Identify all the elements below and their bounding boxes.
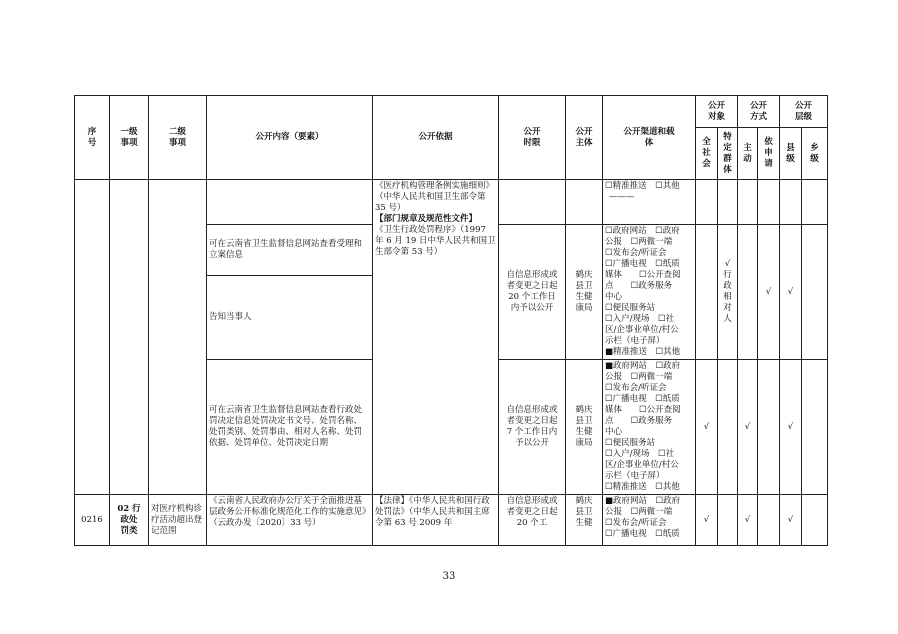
channel-b-line: ☐政府网站 ☐政府 bbox=[605, 226, 680, 236]
cell-level-town-d bbox=[802, 360, 828, 495]
cell-target-all-e: √ bbox=[696, 495, 718, 546]
cell-time-e: 自信息形成或者变更之日起 20 个工 bbox=[499, 495, 566, 546]
cell-level-county-e: √ bbox=[780, 495, 802, 546]
cell-method-active-e: √ bbox=[738, 495, 758, 546]
cell-method-active-b bbox=[738, 225, 758, 360]
header-level-group: 公开层级 bbox=[780, 96, 828, 128]
channel-b-line: ☐发布会/听证会 bbox=[605, 248, 667, 258]
cell-channel-b bbox=[603, 225, 696, 360]
cell-target-specific-b: √行政相对人 bbox=[718, 225, 738, 360]
channel-a-line: ☐精准推送 ☐其他 bbox=[605, 181, 680, 191]
cell-time-a bbox=[499, 180, 566, 225]
channel-b-line: 媒体 ☐公开查阅 bbox=[605, 270, 681, 280]
cell-method-active-a bbox=[738, 180, 758, 225]
channel-d-line: ☐入户/现场 ☐社 bbox=[605, 449, 675, 459]
cell-target-specific-a bbox=[718, 180, 738, 225]
channel-d-line: ☐精准推送 ☐其他 bbox=[605, 482, 680, 492]
header-target-group: 公开对象 bbox=[696, 96, 738, 128]
channel-e-line: ☐发布会/听证会 bbox=[605, 518, 667, 528]
channel-d-line: ☐广播电视 ☐纸质 bbox=[605, 394, 680, 404]
header-level-county: 县级 bbox=[780, 128, 802, 180]
cell-level-county-b: √ bbox=[780, 225, 802, 360]
channel-d-line: ☐发布会/听证会 bbox=[605, 383, 667, 393]
cell-channel-a bbox=[603, 180, 696, 225]
channel-b-line: 点 ☐政务服务 bbox=[605, 281, 673, 291]
cell-subject-b: 鹤庆县卫生健康局 bbox=[566, 225, 603, 360]
cell-level-town-a bbox=[802, 180, 828, 225]
header-content: 公开内容（要素） bbox=[207, 96, 373, 180]
cell-level1-e: 02 行政处罚类 bbox=[110, 495, 149, 546]
cell-method-request-e bbox=[758, 495, 780, 546]
header-level1: 一级事项 bbox=[110, 96, 149, 180]
cell-content-e: 《云南省人民政府办公厅关于全面推进基层政务公开标准化规范化工作的实施意见》（云政办发〔2020〕33 号） bbox=[207, 495, 373, 546]
cell-level-county-a bbox=[780, 180, 802, 225]
cell-seq-continued bbox=[75, 180, 110, 495]
channel-d-line: 区/企事业单位/村公 bbox=[605, 460, 679, 470]
channel-d-line: 媒体 ☐公开查阅 bbox=[605, 405, 681, 415]
cell-target-specific-e bbox=[718, 495, 738, 546]
cell-method-request-a bbox=[758, 180, 780, 225]
channel-b-line: 公报 ☐两微一端 bbox=[605, 237, 673, 247]
channel-b-line: ☐广播电视 ☐纸质 bbox=[605, 259, 680, 269]
channel-a-dash: ——— bbox=[609, 192, 635, 202]
cell-level-town-e bbox=[802, 495, 828, 546]
header-basis: 公开依据 bbox=[373, 96, 499, 180]
header-subject: 公开主体 bbox=[566, 96, 603, 180]
disclosure-table bbox=[74, 95, 828, 546]
cell-method-request-b: √ bbox=[758, 225, 780, 360]
header-channel: 公开渠道和载体 bbox=[603, 96, 696, 180]
cell-channel-e bbox=[603, 495, 696, 546]
basis-line-2: 【部门规章及规范性文件】 bbox=[375, 214, 478, 224]
cell-level1-continued bbox=[110, 180, 149, 495]
cell-target-specific-d bbox=[718, 360, 738, 495]
cell-time-b: 自信息形成或者变更之日起 20 个工作日内予以公开 bbox=[499, 225, 566, 360]
channel-d-line: 中心 bbox=[605, 427, 623, 437]
basis-line-1: 《医疗机构管理条例实施细则》（中华人民共和国卫生部令第 35 号） bbox=[375, 181, 495, 213]
channel-d-line: 公报 ☐两微一端 bbox=[605, 372, 673, 382]
cell-content-b: 可在云南省卫生监督信息网站查看受理和立案信息 bbox=[207, 225, 373, 276]
cell-content-a bbox=[207, 180, 373, 225]
channel-d-line: 示栏（电子屏） bbox=[605, 471, 665, 481]
header-level-town: 乡级 bbox=[802, 128, 828, 180]
basis-line-3: 《卫生行政处罚程序》（1997 年 6 月 19 日中华人民共和国卫生部令第 53 号） bbox=[375, 225, 496, 257]
cell-method-active-d: √ bbox=[738, 360, 758, 495]
cell-level-county-d: √ bbox=[780, 360, 802, 495]
channel-b-line: 中心 bbox=[605, 292, 623, 302]
channel-b-line: 示栏（电子屏） bbox=[605, 336, 665, 346]
header-target-all: 全社会 bbox=[696, 128, 718, 180]
cell-channel-d bbox=[603, 360, 696, 495]
channel-e-line: ■政府网站 ☐政府 bbox=[605, 496, 681, 506]
channel-b-line: 区/企事业单位/村公 bbox=[605, 325, 679, 335]
channel-b-line: ☐入户/现场 ☐社 bbox=[605, 314, 675, 324]
cell-basis-e: 【法律】《中华人民共和国行政处罚法》（中华人民共和国主席令第 63 号 2009 年 bbox=[373, 495, 499, 546]
cell-level2-continued bbox=[149, 180, 207, 495]
cell-subject-d: 鹤庆县卫生健康局 bbox=[566, 360, 603, 495]
cell-subject-e: 鹤庆县卫生健 bbox=[566, 495, 603, 546]
header-time-limit: 公开时限 bbox=[499, 96, 566, 180]
cell-level2-e: 对医疗机构诊疗活动超出登记范围 bbox=[149, 495, 207, 546]
header-method-active: 主动 bbox=[738, 128, 758, 180]
cell-content-d: 可在云南省卫生监督信息网站查看行政处罚决定信息处罚决定书文号、处罚名称、处罚类别、处罚事由、相对人名称、处罚依据、处罚单位、处罚决定日期 bbox=[207, 360, 373, 495]
channel-b-line: ■精准推送 ☐其他 bbox=[605, 347, 681, 357]
header-method-group: 公开方式 bbox=[738, 96, 780, 128]
cell-subject-a bbox=[566, 180, 603, 225]
header-method-request: 依申请 bbox=[758, 128, 780, 180]
cell-content-c: 告知当事人 bbox=[207, 275, 373, 359]
channel-e-line: ☐广播电视 ☐纸质 bbox=[605, 529, 680, 539]
header-target-specific: 特定群体 bbox=[718, 128, 738, 180]
cell-time-d: 自信息形成或者变更之日起 7 个工作日内予以公开 bbox=[499, 360, 566, 495]
cell-basis-block bbox=[373, 180, 499, 495]
channel-e-line: 公报 ☐两微一端 bbox=[605, 507, 673, 517]
cell-seq-e: 0216 bbox=[75, 495, 110, 546]
page-number: 33 bbox=[442, 571, 456, 582]
header-seq: 序号 bbox=[75, 96, 110, 180]
channel-b-line: ☐便民服务站 bbox=[605, 303, 656, 313]
header-level2: 二级事项 bbox=[149, 96, 207, 180]
cell-target-all-d: √ bbox=[696, 360, 718, 495]
channel-d-line: ■政府网站 ☐政府 bbox=[605, 361, 681, 371]
cell-method-request-d bbox=[758, 360, 780, 495]
cell-target-all-b bbox=[696, 225, 718, 360]
channel-d-line: ☐便民服务站 bbox=[605, 438, 656, 448]
cell-target-all-a bbox=[696, 180, 718, 225]
channel-d-line: 点 ☐政务服务 bbox=[605, 416, 673, 426]
cell-level-town-b bbox=[802, 225, 828, 360]
